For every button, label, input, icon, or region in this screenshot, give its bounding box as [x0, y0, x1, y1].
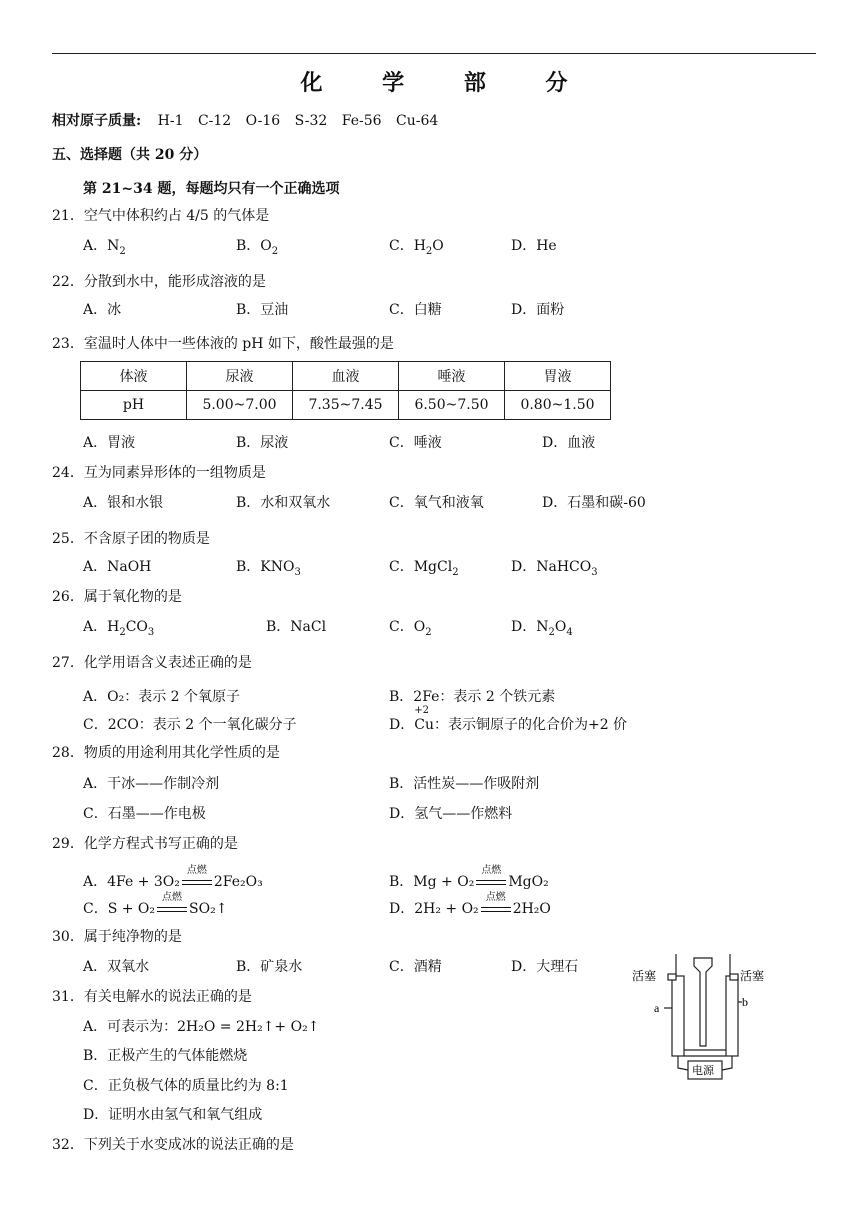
q25-option-b: B．$KNO_3$ [236, 559, 301, 578]
table-cell: 尿液 [187, 362, 293, 391]
q31-option-c: C．正负极气体的质量比约为 8:1 [83, 1078, 289, 1094]
q30-option-a: A．双氧水 [83, 959, 150, 975]
ph-table [80, 361, 611, 420]
q26-option-d: D．$N_2O_4$ [511, 619, 573, 638]
table-cell: 7.35~7.45 [293, 391, 399, 420]
mass-s: S-32 [294, 113, 328, 129]
q25-option-c: C．MgCl$_2$ [389, 559, 459, 578]
tube-b-label: b [742, 995, 748, 1009]
q21-option-a: A．$N_2$ [83, 238, 126, 257]
q29-option-c: C．S + O₂ 点燃 SO₂↑ [83, 892, 228, 917]
table-cell: 唾液 [399, 362, 505, 391]
ph-table-value-row [81, 391, 611, 420]
mass-h: H-1 [157, 113, 184, 129]
mass-cu: Cu-64 [396, 113, 439, 129]
q25-stem: 25．不含原子团的物质是 [52, 531, 210, 547]
q22-option-d: D．面粉 [511, 302, 565, 318]
q28-option-a: A．干冰——作制冷剂 [83, 776, 220, 792]
q26-option-c: C．$O_2$ [389, 619, 432, 638]
table-cell: 6.50~7.50 [399, 391, 505, 420]
valve-left-label: 活塞 [632, 969, 657, 983]
mass-fe: Fe-56 [341, 113, 382, 129]
q27-option-d: D． +2 Cu：表示铜原子的化合价为+2 价 [389, 705, 628, 733]
q29-option-d: D．2H₂ + O₂ 点燃 2H₂O [389, 892, 551, 917]
q25-option-a: A．NaOH [83, 559, 152, 575]
valence-mark: +2 [414, 705, 429, 716]
q31-option-d: D．证明水由氢气和氧气组成 [83, 1107, 263, 1123]
mass-o: O-16 [245, 113, 281, 129]
q23-option-b: B．尿液 [236, 435, 289, 451]
q24-option-d: D．石墨和碳-60 [542, 495, 646, 511]
q26-option-b: B．NaCl [266, 619, 327, 635]
table-cell: 5.00~7.00 [187, 391, 293, 420]
atomic-mass-line [52, 110, 438, 130]
ph-table-header-row [81, 362, 611, 391]
electrolysis-apparatus-diagram [628, 946, 778, 1086]
table-cell: 体液 [81, 362, 187, 391]
q22-stem: 22．分散到水中，能形成溶液的是 [52, 274, 266, 290]
table-cell: pH [81, 391, 187, 420]
q24-stem: 24．互为同素异形体的一组物质是 [52, 465, 266, 481]
top-rule [52, 53, 816, 54]
q27-stem: 27．化学用语含义表述正确的是 [52, 655, 252, 671]
table-cell: 0.80~1.50 [505, 391, 611, 420]
q24-option-c: C．氧气和液氧 [389, 495, 484, 511]
q31-stem: 31．有关电解水的说法正确的是 [52, 989, 252, 1005]
q30-option-b: B．矿泉水 [236, 959, 303, 975]
q23-stem: 23．室温时人体中一些体液的 pH 如下，酸性最强的是 [52, 336, 394, 352]
q21-stem: 21．空气中体积约占 4/5 的气体是 [52, 208, 270, 224]
q30-option-c: C．酒精 [389, 959, 442, 975]
q27-option-c: C．2CO：表示 2 个一氧化碳分子 [83, 717, 297, 733]
q29-stem: 29．化学方程式书写正确的是 [52, 836, 238, 852]
mass-c: C-12 [197, 113, 232, 129]
q21-option-b: B．$O_2$ [236, 238, 279, 257]
q26-stem: 26．属于氧化物的是 [52, 589, 182, 605]
q27-option-b: B．2Fe：表示 2 个铁元素 [389, 689, 556, 705]
q22-option-b: B．豆油 [236, 302, 289, 318]
q24-option-b: B．水和双氧水 [236, 495, 331, 511]
tube-a-label: a [654, 1001, 660, 1015]
table-cell: 血液 [293, 362, 399, 391]
section-instruction: 第 21~34 题，每题均只有一个正确选项 [83, 181, 340, 197]
q29-option-b: B．Mg + O₂ 点燃 MgO₂ [389, 865, 549, 890]
power-label: 电源 [692, 1065, 714, 1077]
q30-option-d: D．大理石 [511, 959, 579, 975]
q30-stem: 30．属于纯净物的是 [52, 929, 182, 945]
page-title: 化 学 部 分 [300, 70, 594, 96]
q31-option-b: B．正极产生的气体能燃烧 [83, 1048, 248, 1064]
q23-option-c: C．唾液 [389, 435, 442, 451]
section-title: 五、选择题（共 20 分） [52, 147, 208, 163]
q27-option-a: A．O₂：表示 2 个氧原子 [83, 689, 241, 705]
q23-option-a: A．胃液 [83, 435, 136, 451]
table-cell: 胃液 [505, 362, 611, 391]
q26-option-a: A．$H_2CO_3$ [83, 619, 155, 638]
q29-option-a: A．4Fe + 3O₂ 点燃 2Fe₂O₃ [83, 865, 263, 890]
q22-option-c: C．白糖 [389, 302, 442, 318]
q21-option-d: D．He [511, 238, 557, 254]
q28-option-b: B．活性炭——作吸附剂 [389, 776, 540, 792]
q32-stem: 32．下列关于水变成冰的说法正确的是 [52, 1137, 294, 1153]
q28-stem: 28．物质的用途利用其化学性质的是 [52, 745, 280, 761]
atomic-mass-label: 相对原子质量: [52, 113, 142, 129]
q28-option-c: C．石墨——作电极 [83, 806, 206, 822]
q25-option-d: D．NaHCO$_3$ [511, 559, 598, 578]
q23-option-d: D．血液 [542, 435, 596, 451]
q31-option-a: A．可表示为：2H₂O = 2H₂↑+ O₂↑ [83, 1019, 320, 1035]
q21-option-c: C．$H_2O$ [389, 238, 444, 257]
q28-option-d: D．氢气——作燃料 [389, 806, 513, 822]
q22-option-a: A．冰 [83, 302, 122, 318]
valve-right-label: 活塞 [740, 969, 765, 983]
q24-option-a: A．银和水银 [83, 495, 164, 511]
